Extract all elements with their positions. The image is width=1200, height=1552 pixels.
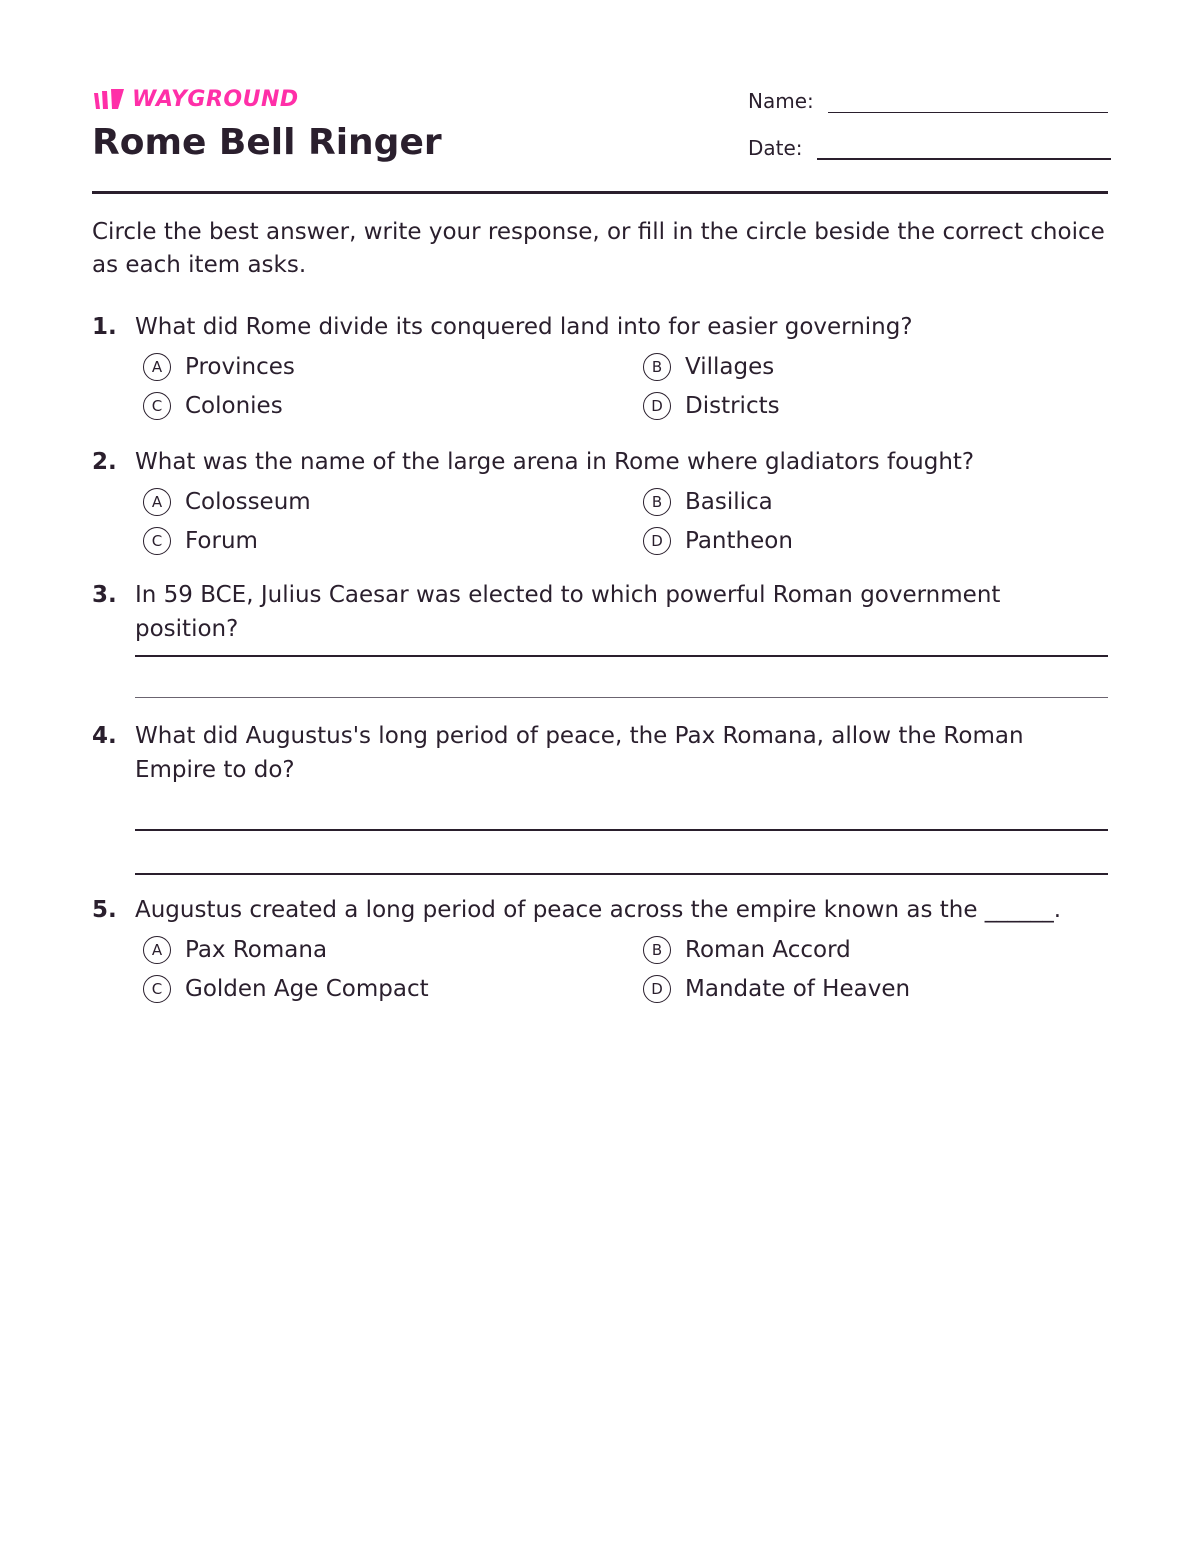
choice-text: Mandate of Heaven bbox=[685, 976, 911, 1002]
answer-line[interactable] bbox=[135, 697, 1108, 698]
question-number: 2. bbox=[92, 449, 117, 475]
choice-bubble[interactable]: B bbox=[643, 353, 671, 381]
question-number: 4. bbox=[92, 723, 117, 749]
choice-bubble[interactable]: C bbox=[143, 527, 171, 555]
choice-b[interactable] bbox=[643, 350, 1103, 384]
wayground-logo-icon bbox=[92, 87, 126, 111]
answer-line[interactable] bbox=[135, 655, 1108, 657]
date-input-line[interactable] bbox=[817, 134, 1111, 160]
choice-text: Forum bbox=[185, 528, 258, 554]
choice-text: Basilica bbox=[685, 489, 773, 515]
answer-line[interactable] bbox=[135, 829, 1108, 831]
question-2 bbox=[92, 445, 1108, 558]
choice-bubble[interactable]: C bbox=[143, 392, 171, 420]
choice-bubble[interactable]: C bbox=[143, 975, 171, 1003]
choice-bubble[interactable]: B bbox=[643, 936, 671, 964]
choice-bubble[interactable]: B bbox=[643, 488, 671, 516]
choice-bubble[interactable]: A bbox=[143, 936, 171, 964]
choice-bubble[interactable]: A bbox=[143, 488, 171, 516]
choice-bubble[interactable]: D bbox=[643, 975, 671, 1003]
choice-a[interactable] bbox=[143, 933, 643, 967]
answer-line[interactable] bbox=[135, 873, 1108, 875]
choice-bubble[interactable]: A bbox=[143, 353, 171, 381]
question-text: What did Augustus's long period of peace, the Pax Romana, allow the Roman Empire to do? bbox=[135, 723, 1024, 783]
choice-a[interactable] bbox=[143, 485, 643, 519]
answer-choices bbox=[143, 485, 1108, 558]
question-1 bbox=[92, 310, 1108, 423]
brand-name: WAYGROUND bbox=[132, 86, 299, 112]
date-label: Date: bbox=[748, 136, 803, 160]
choice-c[interactable] bbox=[143, 389, 643, 423]
instructions: Circle the best answer, write your response, or fill in the circle beside the correct choice as each item asks. bbox=[92, 219, 1105, 278]
choice-a[interactable] bbox=[143, 350, 643, 384]
question-text: Augustus created a long period of peace across the empire known as the ______. bbox=[135, 897, 1062, 923]
choice-text: Districts bbox=[685, 393, 780, 419]
choice-c[interactable] bbox=[143, 972, 643, 1006]
choice-b[interactable] bbox=[643, 485, 1103, 519]
choice-d[interactable] bbox=[643, 389, 1103, 423]
name-field bbox=[748, 88, 1108, 113]
question-number: 3. bbox=[92, 582, 117, 608]
date-field bbox=[748, 134, 1111, 160]
choice-text: Colonies bbox=[185, 393, 283, 419]
name-label: Name: bbox=[748, 89, 814, 113]
question-4 bbox=[92, 719, 1108, 787]
page-title: Rome Bell Ringer bbox=[92, 122, 442, 163]
brand-logo bbox=[92, 86, 299, 112]
choice-text: Golden Age Compact bbox=[185, 976, 429, 1002]
choice-bubble[interactable]: D bbox=[643, 392, 671, 420]
question-number: 1. bbox=[92, 314, 117, 340]
question-text: What was the name of the large arena in Rome where gladiators fought? bbox=[135, 449, 975, 475]
choice-text: Pantheon bbox=[685, 528, 793, 554]
choice-d[interactable] bbox=[643, 972, 1103, 1006]
choice-d[interactable] bbox=[643, 524, 1103, 558]
choice-text: Provinces bbox=[185, 354, 295, 380]
question-number: 5. bbox=[92, 897, 117, 923]
header-divider bbox=[92, 191, 1108, 194]
question-3 bbox=[92, 578, 1108, 646]
choice-text: Roman Accord bbox=[685, 937, 851, 963]
choice-b[interactable] bbox=[643, 933, 1103, 967]
name-input-line[interactable] bbox=[828, 88, 1108, 113]
answer-choices bbox=[143, 933, 1108, 1006]
choice-c[interactable] bbox=[143, 524, 643, 558]
choice-text: Villages bbox=[685, 354, 775, 380]
question-5 bbox=[92, 893, 1108, 1006]
choice-text: Pax Romana bbox=[185, 937, 328, 963]
answer-choices bbox=[143, 350, 1108, 423]
question-text: In 59 BCE, Julius Caesar was elected to which powerful Roman government position? bbox=[135, 582, 1001, 642]
question-text: What did Rome divide its conquered land into for easier governing? bbox=[135, 314, 913, 340]
choice-bubble[interactable]: D bbox=[643, 527, 671, 555]
choice-text: Colosseum bbox=[185, 489, 311, 515]
